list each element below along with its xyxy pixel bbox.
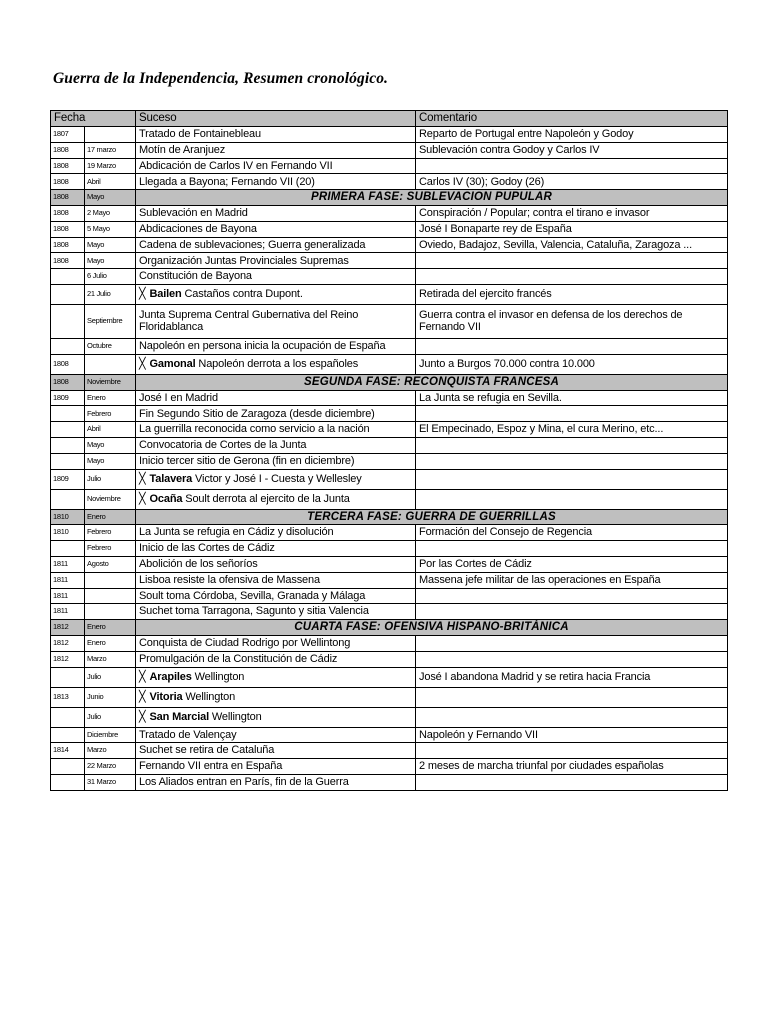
- year-cell: 1808: [51, 174, 85, 190]
- event-row: [51, 437, 728, 453]
- year-cell: [51, 406, 85, 422]
- event-cell: Suchet toma Tarragona, Sagunto y sitia Valencia: [136, 604, 416, 620]
- year-cell: 1808: [51, 142, 85, 158]
- chronology-table: [50, 110, 728, 791]
- event-cell: [136, 284, 416, 304]
- header-row: [51, 111, 728, 127]
- comment-cell: Carlos IV (30); Godoy (26): [416, 174, 728, 190]
- date-cell: Enero: [85, 390, 136, 406]
- date-cell: 31 Marzo: [85, 774, 136, 790]
- comment-cell: [416, 158, 728, 174]
- year-cell: 1808: [51, 354, 85, 374]
- date-cell: [85, 588, 136, 604]
- event-row: [51, 743, 728, 759]
- comment-cell: [416, 588, 728, 604]
- comment-cell: La Junta se refugia en Sevilla.: [416, 390, 728, 406]
- year-cell: 1808: [51, 205, 85, 221]
- date-cell: Enero: [85, 620, 136, 636]
- comment-cell: Conspiración / Popular; contra el tirano e invasor: [416, 205, 728, 221]
- date-cell: Febrero: [85, 525, 136, 541]
- event-cell: Inicio tercer sitio de Gerona (fin en diciembre): [136, 453, 416, 469]
- event-cell: Organización Juntas Provinciales Supremas: [136, 253, 416, 269]
- date-cell: Abril: [85, 422, 136, 438]
- event-cell: Fin Segundo Sitio de Zaragoza (desde diciembre): [136, 406, 416, 422]
- event-row: [51, 338, 728, 354]
- battle-row: [51, 687, 728, 707]
- comment-cell: Napoleón y Fernando VII: [416, 727, 728, 743]
- year-cell: 1810: [51, 525, 85, 541]
- year-cell: 1808: [51, 237, 85, 253]
- battle-cross-icon: ╳: [139, 690, 146, 703]
- event-row: [51, 304, 728, 338]
- year-cell: [51, 541, 85, 557]
- comment-cell: Retirada del ejercito francés: [416, 284, 728, 304]
- header-comentario: Comentario: [416, 111, 728, 127]
- event-cell: Tratado de Fontainebleau: [136, 127, 416, 143]
- event-cell: Tratado de Valençay: [136, 727, 416, 743]
- phase-title: CUARTA FASE: OFENSIVA HISPANO-BRITÁNICA: [136, 620, 728, 636]
- date-cell: Marzo: [85, 651, 136, 667]
- battle-name: Vitoria: [149, 690, 183, 703]
- event-cell: La Junta se refugia en Cádiz y disolución: [136, 525, 416, 541]
- comment-cell: [416, 406, 728, 422]
- event-cell: Cadena de sublevaciones; Guerra generalizada: [136, 237, 416, 253]
- year-cell: 1813: [51, 687, 85, 707]
- date-cell: Febrero: [85, 541, 136, 557]
- year-cell: 1810: [51, 509, 85, 525]
- year-cell: [51, 437, 85, 453]
- comment-cell: Oviedo, Badajoz, Sevilla, Valencia, Cataluña, Zaragoza ...: [416, 237, 728, 253]
- event-row: [51, 142, 728, 158]
- year-cell: [51, 707, 85, 727]
- date-cell: [85, 127, 136, 143]
- battle-cross-icon: ╳: [139, 358, 146, 371]
- event-cell: Motín de Aranjuez: [136, 142, 416, 158]
- event-row: [51, 759, 728, 775]
- comment-cell: [416, 253, 728, 269]
- event-row: [51, 221, 728, 237]
- comment-cell: Formación del Consejo de Regencia: [416, 525, 728, 541]
- comment-cell: [416, 541, 728, 557]
- date-cell: Octubre: [85, 338, 136, 354]
- event-cell: Abdicación de Carlos IV en Fernando VII: [136, 158, 416, 174]
- event-text: Castaños contra Dupont.: [184, 288, 303, 301]
- event-cell: Fernando VII entra en España: [136, 759, 416, 775]
- event-row: [51, 269, 728, 285]
- event-row: [51, 525, 728, 541]
- event-row: [51, 253, 728, 269]
- phase-row: [51, 374, 728, 390]
- event-row: [51, 588, 728, 604]
- event-row: [51, 158, 728, 174]
- battle-row: [51, 489, 728, 509]
- event-cell: Junta Suprema Central Gubernativa del Reino Floridablanca: [136, 304, 416, 338]
- phase-row: [51, 509, 728, 525]
- comment-cell: [416, 453, 728, 469]
- phase-row: [51, 620, 728, 636]
- event-cell: Llegada a Bayona; Fernando VII (20): [136, 174, 416, 190]
- date-cell: Enero: [85, 635, 136, 651]
- event-cell: Abdicaciones de Bayona: [136, 221, 416, 237]
- battle-cross-icon: ╳: [139, 492, 146, 505]
- event-cell: Convocatoria de Cortes de la Junta: [136, 437, 416, 453]
- comment-cell: Junto a Burgos 70.000 contra 10.000: [416, 354, 728, 374]
- date-cell: Julio: [85, 707, 136, 727]
- battle-row: [51, 354, 728, 374]
- date-cell: [85, 604, 136, 620]
- date-cell: Mayo: [85, 453, 136, 469]
- header-fecha: Fecha: [51, 111, 136, 127]
- event-row: [51, 541, 728, 557]
- event-cell: [136, 354, 416, 374]
- phase-row: [51, 190, 728, 206]
- date-cell: Enero: [85, 509, 136, 525]
- year-cell: [51, 727, 85, 743]
- year-cell: 1808: [51, 158, 85, 174]
- date-cell: Julio: [85, 469, 136, 489]
- year-cell: 1809: [51, 469, 85, 489]
- event-text: Napoleón derrota a los españoles: [198, 358, 359, 371]
- comment-cell: [416, 707, 728, 727]
- battle-cross-icon: ╳: [139, 472, 146, 485]
- date-cell: Noviembre: [85, 489, 136, 509]
- battle-row: [51, 469, 728, 489]
- comment-cell: José I abandona Madrid y se retira hacia Francia: [416, 667, 728, 687]
- event-row: [51, 635, 728, 651]
- event-row: [51, 174, 728, 190]
- event-cell: [136, 707, 416, 727]
- comment-cell: Por las Cortes de Cádiz: [416, 556, 728, 572]
- year-cell: 1811: [51, 556, 85, 572]
- comment-cell: [416, 489, 728, 509]
- comment-cell: [416, 743, 728, 759]
- battle-name: Talavera: [149, 472, 193, 485]
- comment-cell: [416, 338, 728, 354]
- year-cell: [51, 338, 85, 354]
- event-row: [51, 572, 728, 588]
- event-row: [51, 556, 728, 572]
- event-cell: Los Aliados entran en París, fin de la Guerra: [136, 774, 416, 790]
- date-cell: Diciembre: [85, 727, 136, 743]
- event-cell: [136, 469, 416, 489]
- comment-cell: [416, 687, 728, 707]
- event-text: Soult derrota al ejercito de la Junta: [185, 492, 350, 505]
- event-row: [51, 406, 728, 422]
- event-text: Wellington: [194, 670, 245, 683]
- date-cell: [85, 572, 136, 588]
- year-cell: 1811: [51, 604, 85, 620]
- event-row: [51, 604, 728, 620]
- year-cell: [51, 284, 85, 304]
- date-cell: Abril: [85, 174, 136, 190]
- event-text: Victor y José I - Cuesta y Wellesley: [195, 472, 362, 485]
- event-cell: Inicio de las Cortes de Cádiz: [136, 541, 416, 557]
- event-cell: Soult toma Córdoba, Sevilla, Granada y Málaga: [136, 588, 416, 604]
- comment-cell: [416, 269, 728, 285]
- battle-name: Ocaña: [149, 492, 183, 505]
- event-cell: [136, 489, 416, 509]
- date-cell: Marzo: [85, 743, 136, 759]
- comment-cell: Sublevación contra Godoy y Carlos IV: [416, 142, 728, 158]
- event-row: [51, 727, 728, 743]
- date-cell: 6 Julio: [85, 269, 136, 285]
- event-cell: Conquista de Ciudad Rodrigo por Wellintong: [136, 635, 416, 651]
- comment-cell: [416, 774, 728, 790]
- year-cell: 1811: [51, 572, 85, 588]
- event-row: [51, 205, 728, 221]
- event-cell: Promulgación de la Constitución de Cádiz: [136, 651, 416, 667]
- date-cell: Junio: [85, 687, 136, 707]
- event-row: [51, 422, 728, 438]
- year-cell: 1812: [51, 651, 85, 667]
- event-cell: Lisboa resiste la ofensiva de Massena: [136, 572, 416, 588]
- year-cell: 1814: [51, 743, 85, 759]
- date-cell: Mayo: [85, 190, 136, 206]
- event-text: Wellington: [211, 710, 262, 723]
- battle-name: Arapiles: [149, 670, 192, 683]
- date-cell: Agosto: [85, 556, 136, 572]
- year-cell: [51, 667, 85, 687]
- year-cell: [51, 304, 85, 338]
- date-cell: Febrero: [85, 406, 136, 422]
- year-cell: 1808: [51, 221, 85, 237]
- battle-row: [51, 284, 728, 304]
- year-cell: 1811: [51, 588, 85, 604]
- phase-title: PRIMERA FASE: SUBLEVACION PUPULAR: [136, 190, 728, 206]
- comment-cell: [416, 604, 728, 620]
- event-cell: Suchet se retira de Cataluña: [136, 743, 416, 759]
- phase-title: SEGUNDA FASE: RECONQUISTA FRANCESA: [136, 374, 728, 390]
- event-cell: [136, 687, 416, 707]
- comment-cell: El Empecinado, Espoz y Mina, el cura Merino, etc...: [416, 422, 728, 438]
- year-cell: [51, 422, 85, 438]
- document-title: Guerra de la Independencia, Resumen cronológico.: [53, 70, 389, 87]
- date-cell: Mayo: [85, 237, 136, 253]
- date-cell: Mayo: [85, 253, 136, 269]
- event-cell: Napoleón en persona inicia la ocupación de España: [136, 338, 416, 354]
- date-cell: [85, 354, 136, 374]
- event-cell: Constitución de Bayona: [136, 269, 416, 285]
- battle-cross-icon: ╳: [139, 670, 146, 683]
- battle-row: [51, 667, 728, 687]
- date-cell: 22 Marzo: [85, 759, 136, 775]
- year-cell: 1812: [51, 635, 85, 651]
- header-suceso: Suceso: [136, 111, 416, 127]
- event-cell: Abolición de los señoríos: [136, 556, 416, 572]
- date-cell: 5 Mayo: [85, 221, 136, 237]
- battle-name: San Marcial: [149, 710, 209, 723]
- phase-title: TERCERA FASE: GUERRA DE GUERRILLAS: [136, 509, 728, 525]
- battle-name: Bailen: [149, 288, 182, 301]
- year-cell: 1812: [51, 620, 85, 636]
- event-cell: Sublevación en Madrid: [136, 205, 416, 221]
- date-cell: 2 Mayo: [85, 205, 136, 221]
- date-cell: Septiembre: [85, 304, 136, 338]
- battle-cross-icon: ╳: [139, 288, 146, 301]
- year-cell: [51, 489, 85, 509]
- year-cell: 1807: [51, 127, 85, 143]
- date-cell: Noviembre: [85, 374, 136, 390]
- year-cell: 1808: [51, 374, 85, 390]
- comment-cell: 2 meses de marcha triunfal por ciudades españolas: [416, 759, 728, 775]
- comment-cell: José I Bonaparte rey de España: [416, 221, 728, 237]
- event-row: [51, 453, 728, 469]
- comment-cell: Guerra contra el invasor en defensa de los derechos de Fernando VII: [416, 304, 728, 338]
- event-row: [51, 651, 728, 667]
- date-cell: Julio: [85, 667, 136, 687]
- year-cell: [51, 774, 85, 790]
- year-cell: [51, 759, 85, 775]
- battle-name: Gamonal: [149, 358, 196, 371]
- battle-row: [51, 707, 728, 727]
- event-cell: José I en Madrid: [136, 390, 416, 406]
- date-cell: 21 Julio: [85, 284, 136, 304]
- comment-cell: [416, 635, 728, 651]
- year-cell: 1808: [51, 253, 85, 269]
- date-cell: 19 Marzo: [85, 158, 136, 174]
- year-cell: 1808: [51, 190, 85, 206]
- event-row: [51, 127, 728, 143]
- year-cell: 1809: [51, 390, 85, 406]
- comment-cell: [416, 469, 728, 489]
- comment-cell: [416, 651, 728, 667]
- battle-cross-icon: ╳: [139, 710, 146, 723]
- comment-cell: Reparto de Portugal entre Napoleón y Godoy: [416, 127, 728, 143]
- year-cell: [51, 269, 85, 285]
- event-row: [51, 237, 728, 253]
- date-cell: Mayo: [85, 437, 136, 453]
- event-text: Wellington: [185, 690, 236, 703]
- comment-cell: [416, 437, 728, 453]
- event-row: [51, 390, 728, 406]
- comment-cell: Massena jefe militar de las operaciones en España: [416, 572, 728, 588]
- chronology-table-body: [51, 111, 728, 791]
- year-cell: [51, 453, 85, 469]
- event-row: [51, 774, 728, 790]
- event-cell: La guerrilla reconocida como servicio a la nación: [136, 422, 416, 438]
- date-cell: 17 marzo: [85, 142, 136, 158]
- event-cell: [136, 667, 416, 687]
